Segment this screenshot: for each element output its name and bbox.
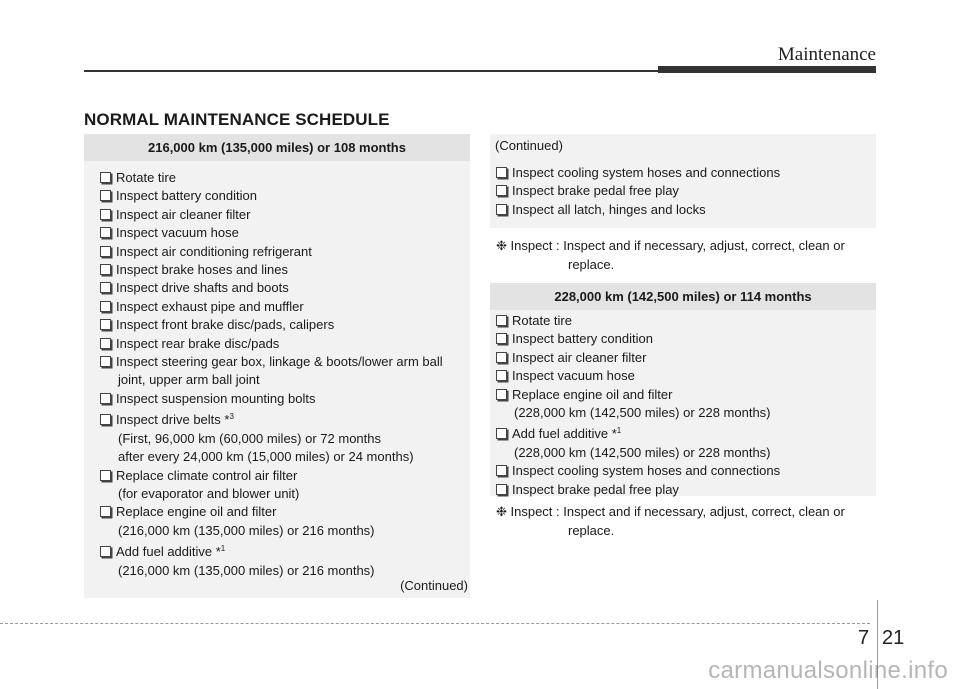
checkbox-icon: [100, 356, 111, 367]
checkbox-icon: [496, 370, 507, 381]
checklist-item: Inspect battery condition: [100, 187, 470, 205]
checklist-item: Inspect air conditioning refrigerant: [100, 243, 470, 261]
checkbox-icon: [496, 204, 507, 215]
schedule-box-216000: [84, 134, 470, 598]
checkbox-icon: [100, 338, 111, 349]
checklist-item-detail: (216,000 km (135,000 miles) or 216 months): [118, 562, 375, 578]
checklist-item: Replace engine oil and filter: [496, 386, 876, 404]
checkbox-icon: [496, 484, 507, 495]
header-title: Maintenance: [777, 44, 876, 65]
checklist: [490, 310, 876, 499]
footnote-ref: 1: [220, 544, 226, 554]
checkbox-icon: [100, 393, 111, 404]
checklist-item-detail: after every 24,000 km (15,000 miles) or 24 months): [118, 449, 414, 465]
checklist-item: Inspect vacuum hose: [496, 367, 876, 385]
checklist-item-detail: (228,000 km (142,500 miles) or 228 months): [514, 405, 771, 421]
checkbox-icon: [496, 389, 507, 400]
inspect-note-line: replace.: [568, 522, 615, 538]
checklist-item: Inspect steering gear box, linkage & boots/lower arm ball: [100, 353, 470, 371]
checkbox-icon: [100, 190, 111, 201]
checklist-item: Add fuel additive *$^1$: [100, 540, 470, 561]
checklist-item: Inspect cooling system hoses and connections: [496, 462, 876, 480]
continued-label: (Continued): [400, 578, 468, 593]
checklist-item: Inspect air cleaner filter: [100, 206, 470, 224]
checkbox-icon: [100, 264, 111, 275]
checkbox-icon: [496, 465, 507, 476]
checkbox-icon: [496, 352, 507, 363]
inspect-note-line: replace.: [568, 256, 615, 272]
checklist-item: Rotate tire: [496, 312, 876, 330]
checklist-item-detail: (216,000 km (135,000 miles) or 216 months): [118, 522, 375, 538]
checkbox-icon: [100, 319, 111, 330]
checkbox-icon: [100, 227, 111, 238]
continued-label: (Continued): [495, 138, 563, 153]
checklist-item-detail: (for evaporator and blower unit): [118, 485, 300, 501]
inspect-note-line: ❉ Inspect : Inspect and if necessary, adjust, correct, clean or: [496, 504, 845, 519]
checklist-item: Inspect suspension mounting bolts: [100, 390, 470, 408]
checklist-item: Inspect battery condition: [496, 330, 876, 348]
checkbox-icon: [100, 282, 111, 293]
footer-rule: [0, 623, 870, 625]
checkbox-icon: [100, 301, 111, 312]
checklist-item: Replace climate control air filter: [100, 467, 470, 485]
checkbox-icon: [496, 185, 507, 196]
page-number: 21: [882, 627, 905, 649]
checklist-item: Inspect drive belts *$^3$: [100, 408, 470, 429]
checklist-item: Inspect brake pedal free play: [496, 182, 780, 200]
checkbox-icon: [100, 414, 111, 425]
checklist-item: Inspect exhaust pipe and muffler: [100, 298, 470, 316]
section-title: NORMAL MAINTENANCE SCHEDULE: [84, 110, 390, 129]
checkbox-icon: [100, 546, 111, 557]
checklist-item: Inspect brake hoses and lines: [100, 261, 470, 279]
checklist-item-detail: (First, 96,000 km (60,000 miles) or 72 months: [118, 430, 381, 446]
checklist-item: Rotate tire: [100, 169, 470, 187]
footnote-ref: 1: [616, 426, 622, 436]
header-rule-accent: [658, 66, 876, 73]
checkbox-icon: [496, 333, 507, 344]
checklist-item: Inspect rear brake disc/pads: [100, 335, 470, 353]
footnote-ref: 3: [229, 412, 234, 422]
schedule-heading: 228,000 km (142,500 miles) or 114 months: [490, 283, 876, 310]
checkbox-icon: [100, 246, 111, 257]
schedule-box-228000: [490, 283, 876, 496]
inspect-note-line: ❉ Inspect : Inspect and if necessary, adjust, correct, clean or: [496, 238, 845, 253]
checkbox-icon: [496, 315, 507, 326]
checklist-item: Inspect drive shafts and boots: [100, 279, 470, 297]
checkbox-icon: [496, 167, 507, 178]
checkbox-icon: [496, 428, 507, 439]
inspect-note: [496, 503, 876, 540]
checklist-item-detail: (228,000 km (142,500 miles) or 228 months): [514, 444, 771, 460]
page-chapter-number: 7: [858, 627, 870, 649]
checklist: [84, 161, 470, 580]
watermark: carmanualsonline.info: [708, 657, 948, 684]
checkbox-icon: [100, 209, 111, 220]
inspect-note: [496, 237, 876, 274]
checklist-item: Add fuel additive *$^1$: [496, 422, 876, 443]
checklist-item: Inspect cooling system hoses and connections: [496, 164, 780, 182]
checklist-item-detail: joint, upper arm ball joint: [118, 372, 260, 388]
checkbox-icon: [100, 506, 111, 517]
checkbox-icon: [100, 470, 111, 481]
checklist-item: Inspect vacuum hose: [100, 224, 470, 242]
schedule-box-continued: [490, 134, 876, 228]
checklist-item: Inspect all latch, hinges and locks: [496, 201, 780, 219]
schedule-heading: 216,000 km (135,000 miles) or 108 months: [84, 134, 470, 161]
checklist: [496, 164, 780, 219]
checklist-item: Inspect brake pedal free play: [496, 481, 876, 499]
checklist-item: Inspect front brake disc/pads, calipers: [100, 316, 470, 334]
checklist-item: Inspect air cleaner filter: [496, 349, 876, 367]
checkbox-icon: [100, 172, 111, 183]
header-rule: [84, 70, 664, 72]
checklist-item: Replace engine oil and filter: [100, 503, 470, 521]
